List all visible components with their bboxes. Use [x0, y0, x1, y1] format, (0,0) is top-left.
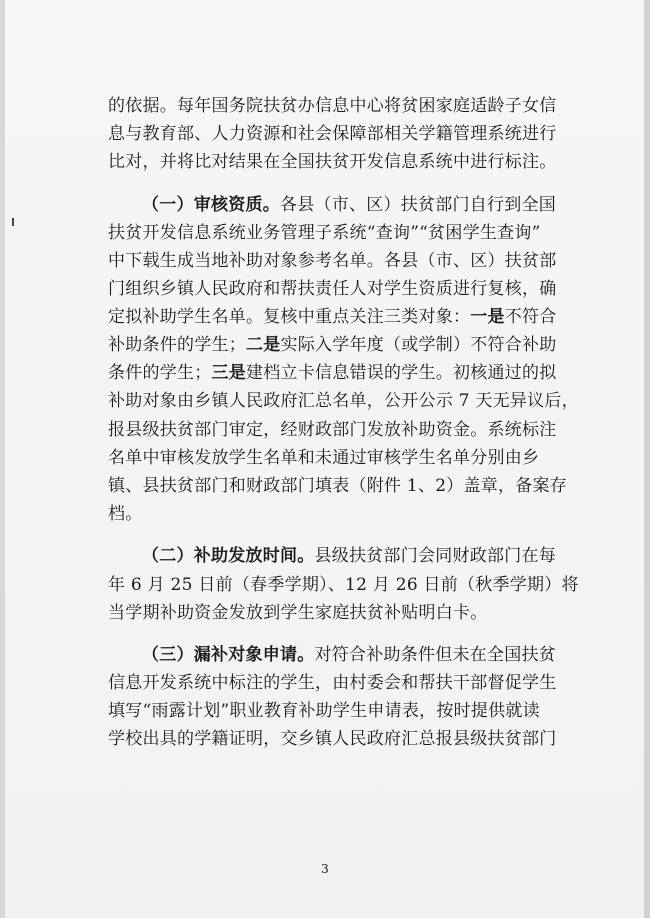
- text-line: 扶贫开发信息系统业务管理子系统“查询”“贫困学生查询”: [108, 222, 541, 243]
- text-line: 档。: [108, 503, 143, 524]
- section-2-heading: （二）补助发放时间。: [142, 546, 315, 567]
- text-line: 报县级扶贫部门审定，经财政部门发放补助资金。系统标注: [108, 419, 557, 440]
- page-number: 3: [321, 862, 329, 876]
- section-1-text: 各县（市、区）扶贫部门自行到全国: [280, 194, 556, 215]
- scan-left-edge: [0, 0, 5, 918]
- text-line: 的依据。每年国务院扶贫办信息中心将贫困家庭适龄子女信: [108, 96, 557, 116]
- text-line: 学校出具的学籍证明，交乡镇人民政府汇总报县级扶贫部门: [108, 729, 557, 750]
- text-fragment: 定拟补助学生名单。复核中重点关注三类对象：: [108, 307, 471, 328]
- section-1-heading: （一）审核资质。: [142, 194, 280, 215]
- text-line: 当学期补助资金发放到学生家庭扶贫补贴明白卡。: [108, 602, 488, 623]
- emphasis-2: 二是: [246, 335, 281, 356]
- text-fragment: 条件的学生；: [108, 363, 212, 384]
- body-text: [108, 92, 579, 754]
- text-line: 信息开发系统中标注的学生，由村委会和帮扶干部督促学生: [108, 673, 557, 694]
- text-fragment: 建档立卡信息错误的学生。初核通过的拟: [246, 363, 557, 384]
- text-fragment: 补助条件的学生；: [108, 335, 246, 356]
- text-line: [108, 303, 557, 331]
- text-line: [108, 359, 557, 387]
- section-2-text: 县级扶贫部门会同财政部门在每: [314, 546, 556, 567]
- emphasis-1: 一是: [470, 307, 505, 328]
- text-line: 年 6 月 25 日前（春季学期）、12 月 26 日前（秋季学期）将: [108, 574, 579, 595]
- section-2-heading-line: [108, 542, 556, 570]
- scan-right-edge: [644, 0, 650, 918]
- section-3-heading: （三）漏补对象申请。: [142, 645, 315, 666]
- text-line: 补助对象由乡镇人民政府汇总名单，公开公示 7 天无异议后，: [108, 391, 579, 412]
- text-fragment: 实际入学年度（或学制）不符合补助: [280, 335, 557, 356]
- text-line: 名单中审核发放学生名单和未通过审核学生名单分别由乡: [108, 447, 540, 468]
- emphasis-3: 三是: [211, 363, 246, 384]
- text-line: 镇、县扶贫部门和财政部门填表（附件 1、2）盖章，备案存: [108, 475, 568, 496]
- text-line: 填写“雨露计划”职业教育补助学生申请表，按时提供就读: [108, 701, 540, 722]
- text-line: 门组织乡镇人民政府和帮扶责任人对学生资质进行复核，确: [108, 279, 557, 300]
- section-3-text: 对符合补助条件但未在全国扶贫: [314, 645, 556, 666]
- text-fragment: 不符合: [504, 307, 557, 328]
- section-3-heading-line: [108, 641, 556, 669]
- text-line: 息与教育部、人力资源和社会保障部相关学籍管理系统进行: [108, 124, 557, 145]
- section-1-heading-line: [108, 191, 556, 219]
- scan-mark: [12, 218, 14, 226]
- text-line: [108, 331, 557, 359]
- text-line: 比对，并将比对结果在全国扶贫开发信息系统中进行标注。: [108, 152, 557, 173]
- text-line: 中下载生成当地补助对象参考名单。各县（市、区）扶贫部: [108, 250, 557, 271]
